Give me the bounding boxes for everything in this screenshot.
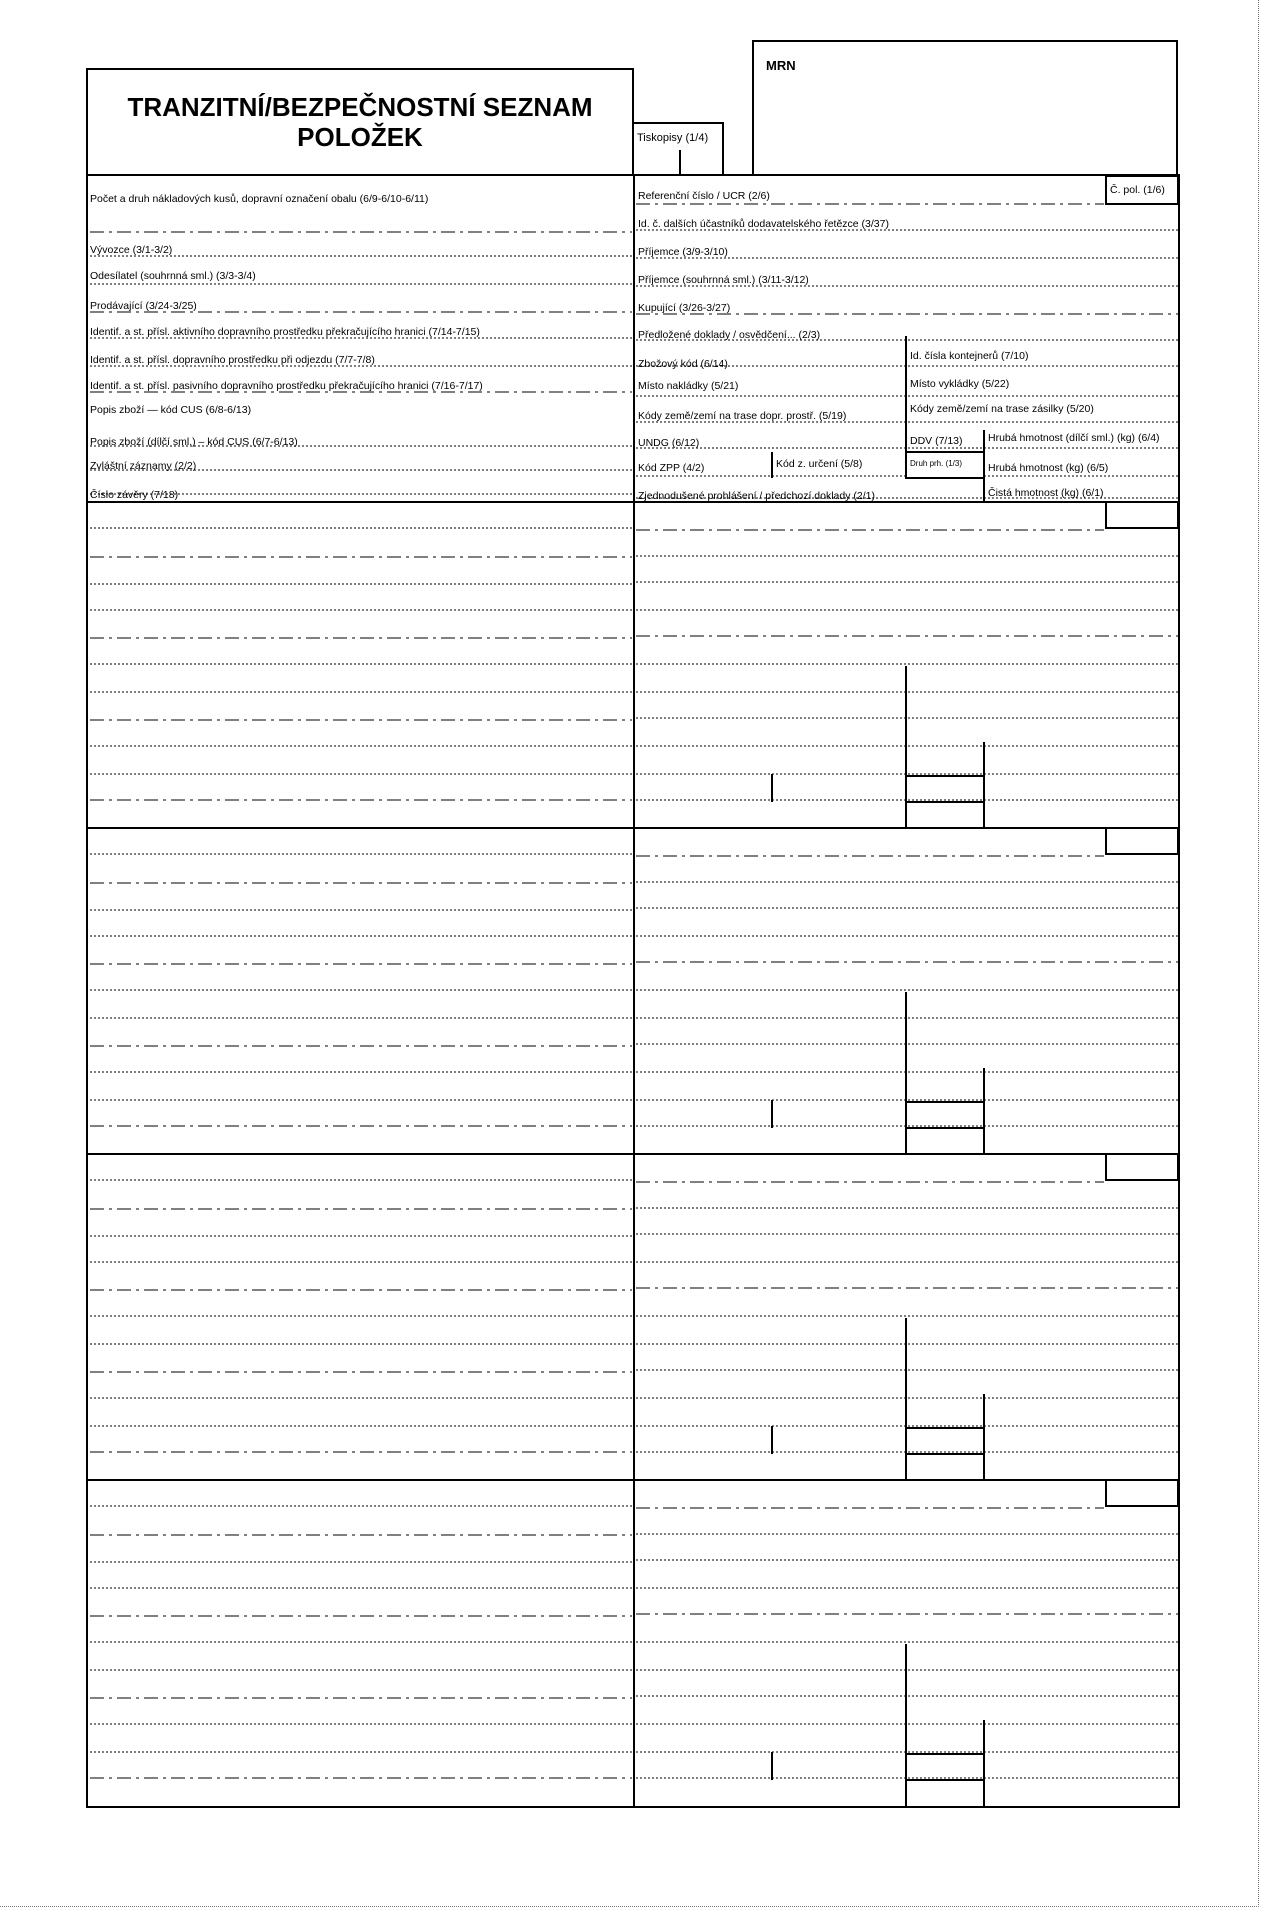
item-box bbox=[906, 1754, 984, 1780]
field-gross-mass-partial[interactable]: Hrubá hmotnost (dílčí sml.) (kg) (6/4) bbox=[988, 432, 1160, 444]
field-consignor[interactable]: Odesílatel (souhrnná sml.) (3/3-3/4) bbox=[90, 270, 256, 282]
field-consignee-partial[interactable]: Příjemce (souhrnná sml.) (3/11-3/12) bbox=[638, 274, 809, 286]
field-seal-number[interactable]: Číslo závěry (7/18) bbox=[90, 489, 179, 501]
field-unloading-place[interactable]: Místo vykládky (5/22) bbox=[910, 378, 1010, 390]
field-special-mentions[interactable]: Zvláštní záznamy (2/2) bbox=[90, 460, 197, 472]
item-box bbox=[906, 1102, 984, 1128]
field-gross-mass[interactable]: Hrubá hmotnost (kg) (6/5) bbox=[988, 462, 1109, 474]
field-passive-transport[interactable]: Identif. a st. přísl. pasivního dopravního prostředku překračujícího hranici (7/16-7/17) bbox=[90, 380, 483, 392]
field-route-consignment[interactable]: Kódy země/zemí na trase zásilky (5/20) bbox=[910, 403, 1094, 415]
item-box bbox=[1106, 1480, 1178, 1506]
field-declaration-type[interactable]: Druh prh. (1/3) bbox=[910, 459, 963, 468]
field-goods-description-partial[interactable]: Popis zboží (dílčí sml.) – kód CUS (6/7-6/13) bbox=[90, 436, 298, 448]
field-simplified-declaration[interactable]: Zjednodušené prohlášení / předchozí doklady (2/1) bbox=[638, 490, 875, 502]
field-buyer[interactable]: Kupující (3/26-3/27) bbox=[638, 302, 731, 314]
tiskopisy-label: Tiskopisy (1/4) bbox=[637, 132, 709, 144]
field-active-transport[interactable]: Identif. a st. přísl. aktivního dopravního prostředku překračujícího hranici (7/14-7/15) bbox=[90, 326, 480, 338]
field-item-number[interactable]: Č. pol. (1/6) bbox=[1110, 184, 1165, 196]
field-undg[interactable]: UNDG (6/12) bbox=[638, 437, 700, 449]
field-container-id[interactable]: Id. čísla kontejnerů (7/10) bbox=[910, 350, 1029, 362]
field-consignee[interactable]: Příjemce (3/9-3/10) bbox=[638, 246, 728, 258]
field-exporter[interactable]: Vývozce (3/1-3/2) bbox=[90, 244, 173, 256]
field-documents[interactable]: Předložené doklady / osvědčení... (2/3) bbox=[638, 329, 821, 341]
field-ddv[interactable]: DDV (7/13) bbox=[910, 435, 963, 447]
field-commodity-code[interactable]: Zbožový kód (6/14) bbox=[638, 358, 728, 370]
item-box bbox=[1106, 1154, 1178, 1180]
field-packages[interactable]: Počet a druh nákladových kusů, dopravní označení obalu (6/9-6/10-6/11) bbox=[90, 193, 429, 205]
item-box bbox=[906, 776, 984, 802]
field-zpp[interactable]: Kód ZPP (4/2) bbox=[638, 462, 705, 474]
field-loading-place[interactable]: Místo nakládky (5/21) bbox=[638, 380, 739, 392]
item-box bbox=[1106, 828, 1178, 854]
item-box bbox=[1106, 502, 1178, 528]
form-title: TRANZITNÍ/BEZPEČNOSTNÍ SEZNAM POLOŽEK bbox=[127, 92, 593, 152]
field-departure-transport[interactable]: Identif. a st. přísl. dopravního prostředku při odjezdu (7/7-7/8) bbox=[90, 354, 375, 366]
field-supply-chain[interactable]: Id. č. dalších účastníků dodavatelského řetězce (3/37) bbox=[638, 218, 889, 230]
field-net-mass[interactable]: Čistá hmotnost (kg) (6/1) bbox=[988, 487, 1104, 499]
field-seller[interactable]: Prodávající (3/24-3/25) bbox=[90, 300, 197, 312]
field-route-transport[interactable]: Kódy země/zemí na trase dopr. prostř. (5/19) bbox=[638, 410, 847, 422]
field-goods-description[interactable]: Popis zboží — kód CUS (6/8-6/13) bbox=[90, 404, 252, 416]
item-box bbox=[906, 1428, 984, 1454]
mrn-label: MRN bbox=[766, 58, 796, 73]
field-reference-ucr[interactable]: Referenční číslo / UCR (2/6) bbox=[638, 190, 770, 202]
field-destination-code[interactable]: Kód z. určení (5/8) bbox=[776, 458, 863, 470]
